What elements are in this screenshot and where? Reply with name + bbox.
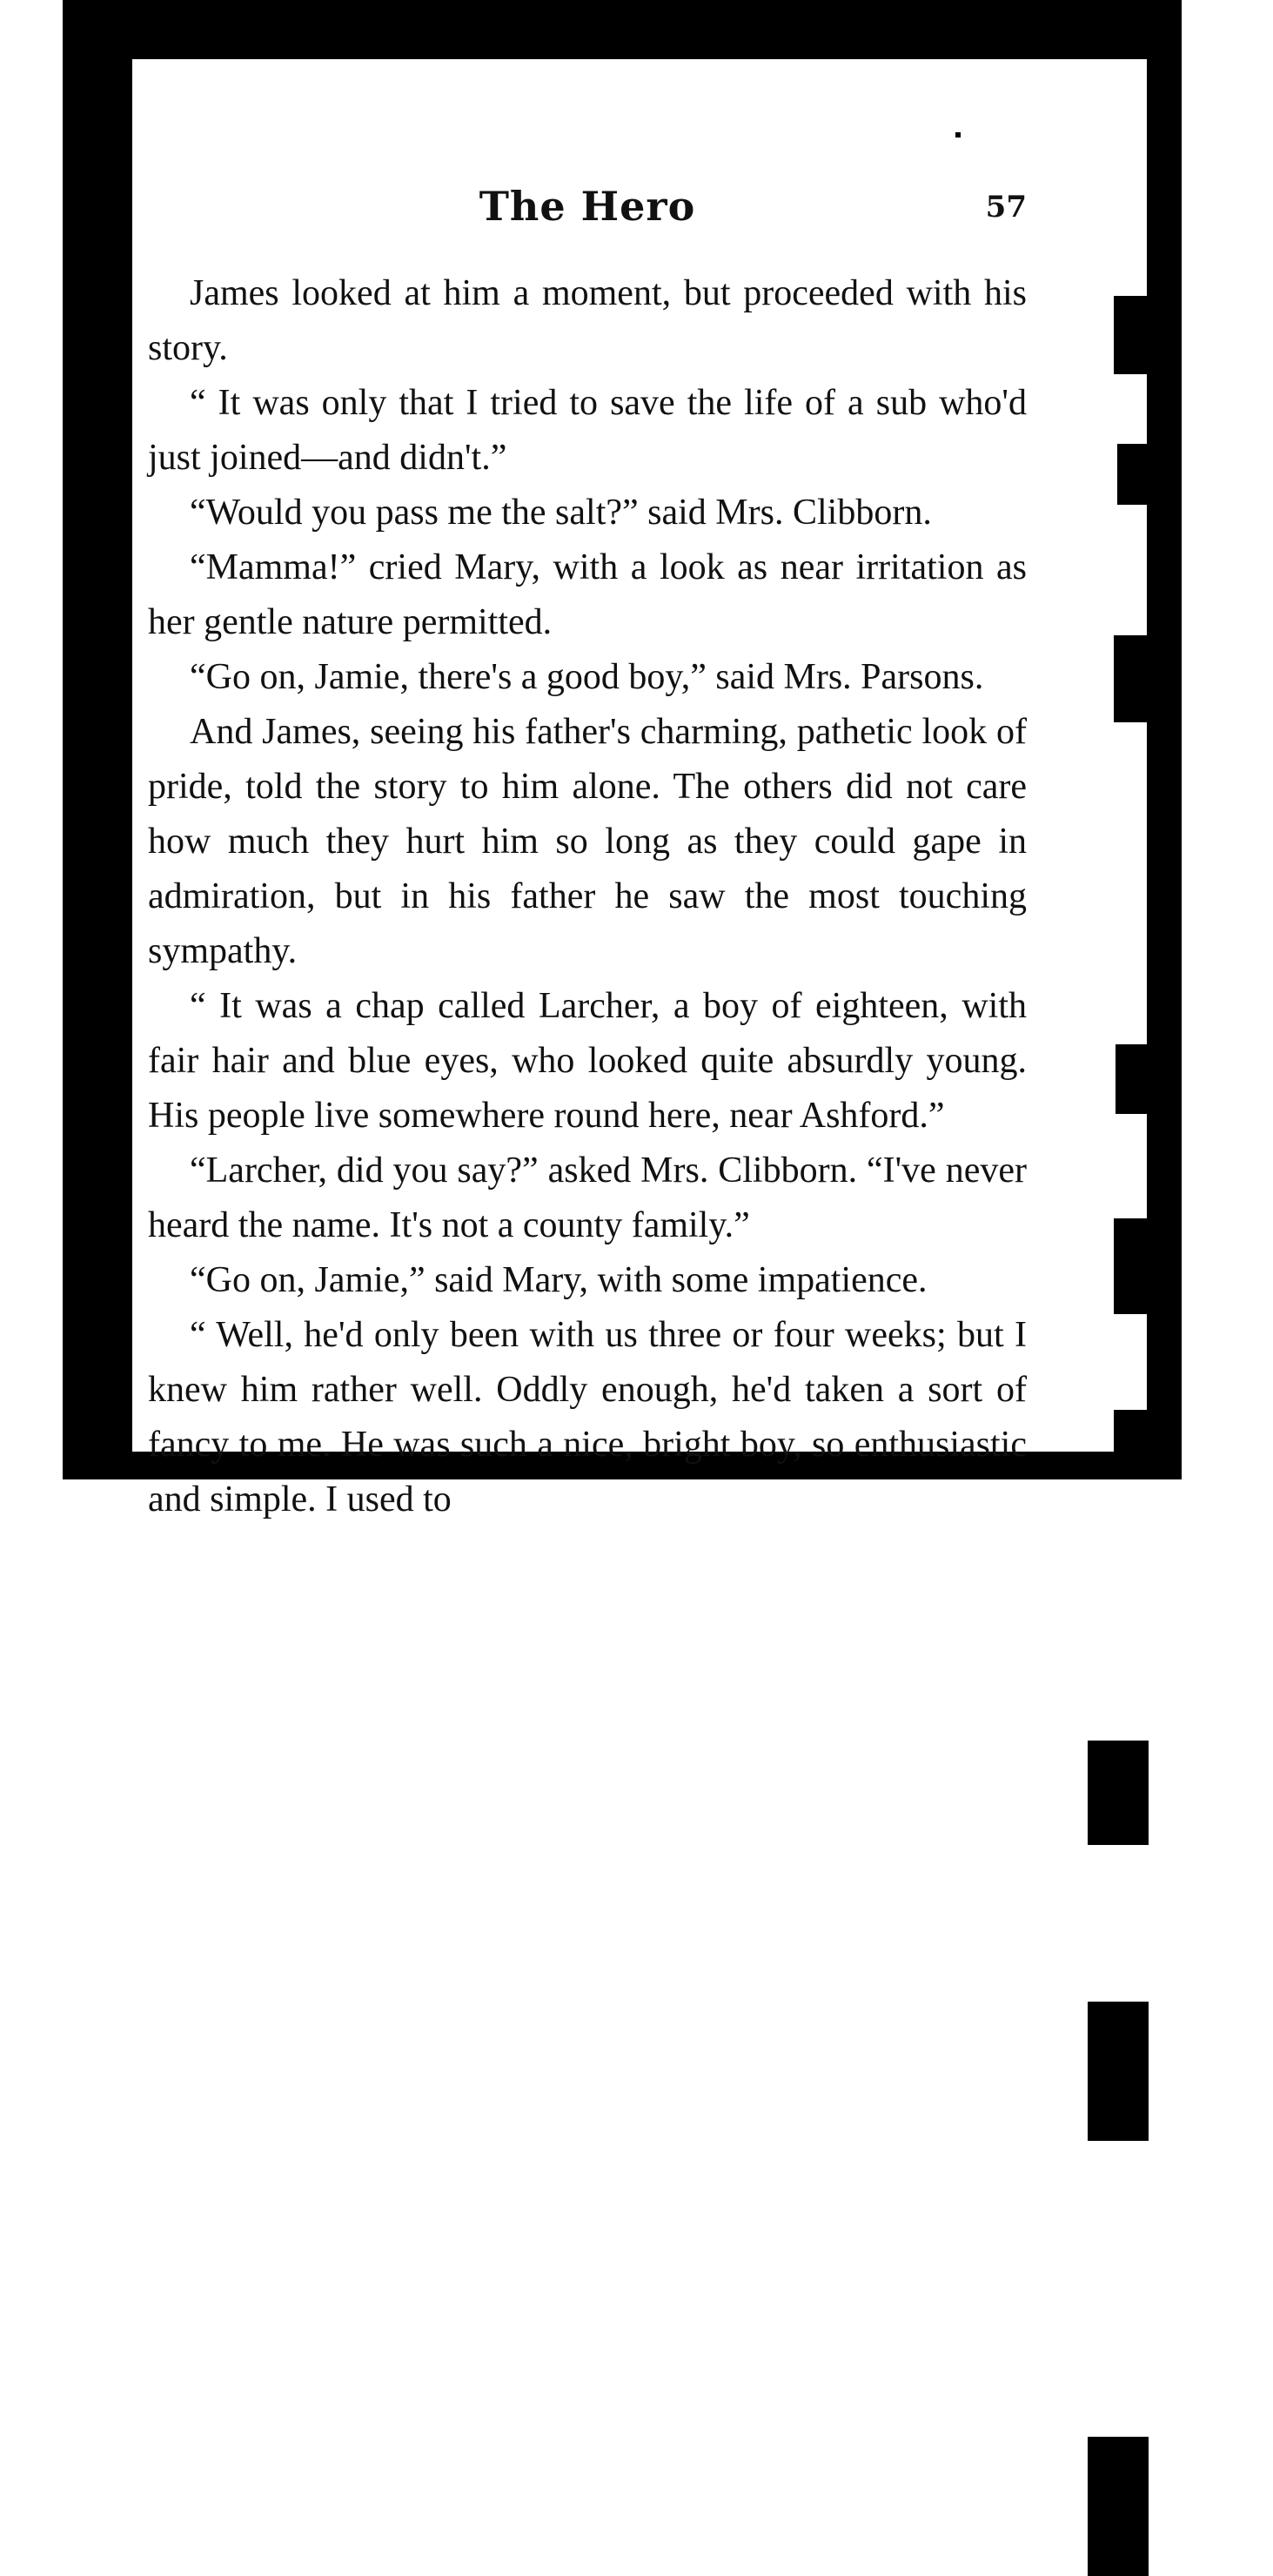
scan-border-top (848, 0, 1109, 42)
body-text (148, 266, 1027, 1527)
paragraph: “ It was only that I tried to save the life of a sub who'd just joined—and didn't.” (148, 383, 1027, 478)
page-number: 57 (985, 190, 1027, 225)
paragraph: “Go on, Jamie,” said Mary, with some impatience. (190, 1260, 928, 1300)
scan-edge-mark (1114, 296, 1149, 374)
page-header (148, 183, 1027, 235)
scan-speck (955, 132, 961, 138)
paragraph: “Would you pass me the salt?” said Mrs. Clibborn. (190, 493, 932, 533)
paragraph: “Go on, Jamie, there's a good boy,” said Mrs. Parsons. (190, 657, 984, 697)
paragraph: “Larcher, did you say?” asked Mrs. Clibborn. “I've never heard the name. It's not a county family.” (148, 1150, 1027, 1245)
scan-edge-mark (1088, 1741, 1149, 1845)
scan-edge-mark (1114, 635, 1149, 722)
scan-edge-mark (1088, 2002, 1149, 2141)
paragraph: And James, seeing his father's charming, pathetic look of pride, told the story to him alone. The others did not care how much they hurt him so long as they could gape in admiration, but in his father he saw the most touching sympathy. (148, 712, 1027, 971)
scan-edge-mark (1117, 444, 1149, 505)
scan-edge-mark (1116, 1044, 1149, 1114)
paragraph: “Mamma!” cried Mary, with a look as near irritation as her gentle nature permitted. (148, 547, 1027, 642)
paragraph: “ Well, he'd only been with us three or four weeks; but I knew him rather well. Oddly enough, he'd taken a sort of fancy to me. He was such a nice, bright boy, so enthusiastic and simple. I used to (148, 1315, 1027, 1519)
paragraph: “ It was a chap called Larcher, a boy of eighteen, with fair hair and blue eyes, who looked quite absurdly young. His people live somewhere round here, near Ashford.” (148, 986, 1027, 1136)
paragraph: James looked at him a moment, but proceeded with his story. (148, 273, 1027, 368)
scan-edge-mark (1114, 1410, 1149, 1479)
scan-edge-mark (1114, 1218, 1149, 1314)
scan-edge-mark (1088, 2437, 1149, 2576)
running-title: The Hero (479, 183, 696, 230)
